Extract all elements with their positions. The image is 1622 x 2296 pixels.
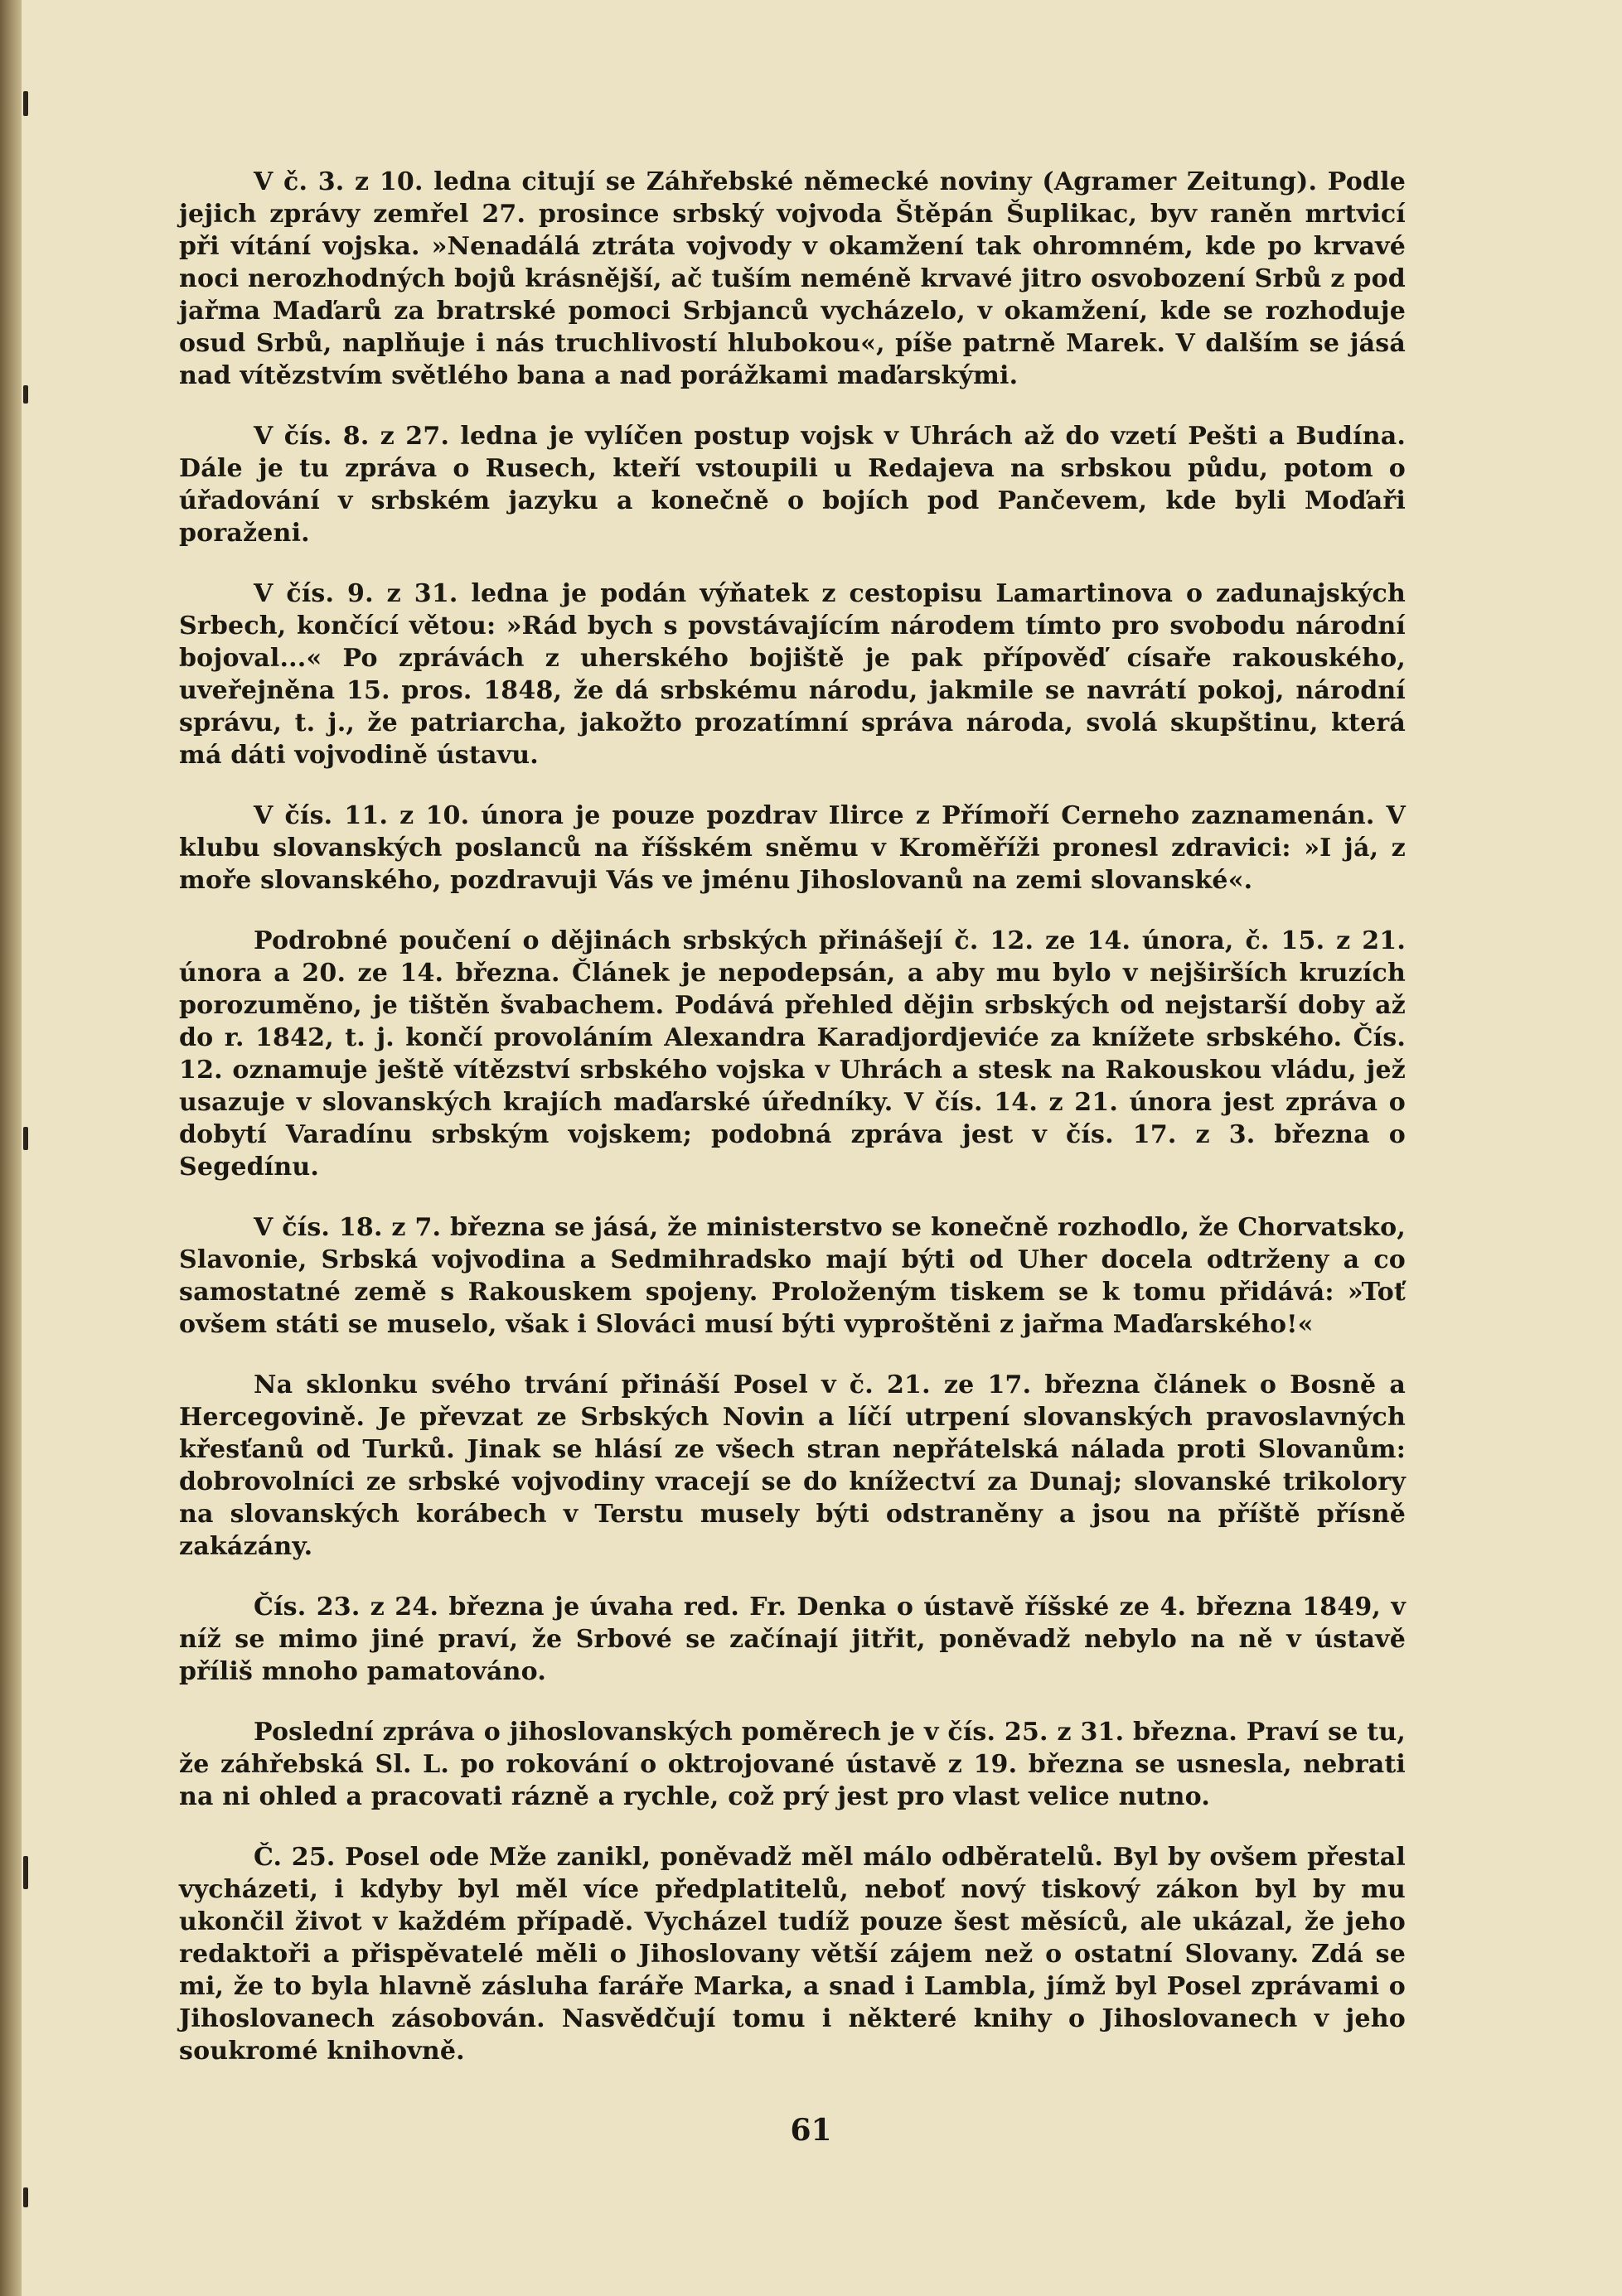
paragraph: V čís. 18. z 7. března se jásá, že ministerstvo se konečně rozhodlo, že Chorvatsko, Slavonie, Srbská vojvodina a Sedmihradsko mají býti od Uher docela odtrženy a co samostatné země s Rakouskem spojeny. Proloženým tiskem se k tomu přidává: »Toť ovšem státi se muselo, však i Slováci musí býti vyproštěni z jařma Maďarského!«: [179, 1213, 1406, 1339]
page-number: 61: [790, 2113, 832, 2148]
paragraph: Čís. 23. z 24. března je úvaha red. Fr. Denka o ústavě říšské ze 4. března 1849, v níž se mimo jiné praví, že Srbové se začínají jitřit, poněvadž nebylo na ně v ústavě příliš mnoho pamatováno.: [179, 1593, 1406, 1686]
binding-thread-marks: [23, 0, 30, 2296]
paragraph: Podrobné poučení o dějinách srbských přinášejí č. 12. ze 14. února, č. 15. z 21. února a 20. ze 14. března. Článek je nepodepsán, a aby mu bylo v nejširších kruzích porozuměno, je tištěn švabachem. Podává přehled dějin srbských od nejstarší doby až do r. 1842, t. j. končí provoláním Alexandra Karadjordjeviće za knížete srbského. Čís. 12. oznamuje ještě vítězství srbského vojska v Uhrách a stesk na Rakouskou vládu, jež usazuje v slovanských krajích maďarské úředníky. V čís. 14. z 21. února jest zpráva o dobytí Varadínu srbským vojskem; podobná zpráva jest v čís. 17. z 3. března o Segedínu.: [179, 926, 1406, 1182]
paragraph: Poslední zpráva o jihoslovanských poměrech je v čís. 25. z 31. března. Praví se tu, že záhřebská Sl. L. po rokování o oktrojované ústavě z 19. března se usnesla, nebrati na ni ohled a pracovati rázně a rychle, což prý jest pro vlast velice nutno.: [179, 1718, 1406, 1811]
paragraph: Na sklonku svého trvání přináší Posel v č. 21. ze 17. března článek o Bosně a Hercegovině. Je převzat ze Srbských Novin a líčí utrpení slovanských pravoslavných křesťanů od Turků. Jinak se hlásí ze všech stran nepřátelská nálada proti Slovanům: dobrovolníci ze srbské vojvodiny vracejí se do knížectví za Dunaj; slovanské trikolory na slovanských korábech v Terstu musely býti odstraněny a jsou na příště přísně zakázány.: [179, 1370, 1406, 1561]
paragraph: V čís. 8. z 27. ledna je vylíčen postup vojsk v Uhrách až do vzetí Pešti a Budína. Dále je tu zpráva o Rusech, kteří vstoupili u Redajeva na srbskou půdu, potom o úřadování v srbském jazyku a konečně o bojích pod Pančevem, kde byli Moďaři poraženi.: [179, 422, 1406, 548]
body-text: [179, 166, 1406, 2095]
paragraph: V čís. 9. z 31. ledna je podán výňatek z cestopisu Lamartinova o zadunajských Srbech, končící větou: »Rád bych s povstávajícím národem tímto pro svobodu národní bojoval...« Po zprávách z uherského bojiště je pak přípověď císaře rakouského, uveřejněna 15. pros. 1848, že dá srbskému národu, jakmile se navrátí pokoj, národní správu, t. j., že patriarcha, jakožto prozatímní správa národa, svolá skupštinu, která má dáti vojvodině ústavu.: [179, 579, 1406, 770]
paragraph: V č. 3. z 10. ledna citují se Záhřebské německé noviny (Agramer Zeitung). Podle jejich zprávy zemřel 27. prosince srbský vojvoda Štěpán Šuplikac, byv raněn mrtvicí při vítání vojska. »Nenadálá ztráta vojvody v okamžení tak ohromném, kde po krvavé noci nerozhodných bojů krásnější, ač tuším neméně krvavé jitro osvobození Srbů z pod jařma Maďarů za bratrské pomoci Srbjanců vycházelo, v okamžení, kde se rozhoduje osud Srbů, naplňuje i nás truchlivostí hlubokou«, píše patrně Marek. V dalším se jásá nad vítězstvím světlého bana a nad porážkami maďarskými.: [179, 167, 1406, 390]
paragraph: V čís. 11. z 10. února je pouze pozdrav Ilirce z Přímoří Cerneho zaznamenán. V klubu slovanských poslanců na říšském sněmu v Kroměříži pronesl zdravici: »I já, z moře slovanského, pozdravuji Vás ve jménu Jihoslovanů na zemi slovanské«.: [179, 801, 1406, 895]
paragraph: Č. 25. Posel ode Mže zanikl, poněvadž měl málo odběratelů. Byl by ovšem přestal vycházeti, i kdyby byl měl více předplatitelů, neboť nový tiskový zákon byl by mu ukončil život v každém případě. Vycházel tudíž pouze šest měsíců, ale ukázal, že jeho redaktoři a přispěvatelé měli o Jihoslovany větší zájem než o ostatní Slovany. Zdá se mi, že to byla hlavně zásluha faráře Marka, a snad i Lambla, jímž byl Posel zprávami o Jihoslovanech zásobován. Nasvědčují tomu i některé knihy o Jihoslovanech v jeho soukromé knihovně.: [179, 1843, 1406, 2066]
book-binding-edge: [0, 0, 22, 2296]
